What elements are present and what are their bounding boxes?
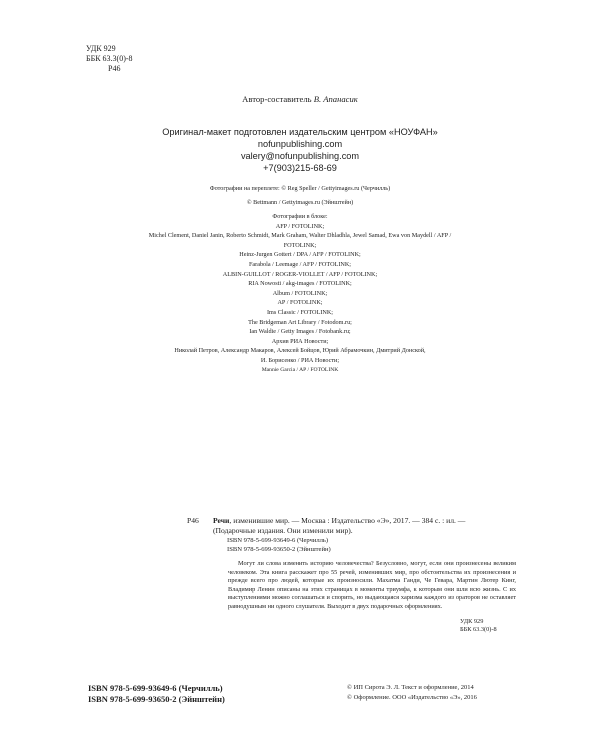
publisher-site: nofunpublishing.com [257,139,343,149]
footer-copyright [347,683,477,703]
credit-line: Ian Waldie / Getty Images / Fotobank.ru; [249,328,351,336]
catalog-series: (Подарочные издания. Они изменили мир). [213,526,353,535]
photo-credits-heading: Фотографии в блоке: [272,213,328,220]
catalog-entry [187,516,517,554]
publisher-phone: +7(903)215-68-69 [263,163,337,173]
credit-line: The Bridgeman Art Library / Fotodom.ru; [248,318,352,326]
credit-line: FOTOLINK; [283,241,317,249]
footer-copyright-1: © ИП Сирота Э. Л. Текст и оформление, 2014 [347,684,474,691]
footer-isbn [88,683,225,705]
footer-copyright-2: © Оформление. ООО «Издательство «Э», 2016 [347,694,477,701]
credit-line: И. Борисенко / РИА Новости; [260,356,340,364]
cover-photos [0,182,600,210]
credit-line: ALBIN-GUILLOT / ROGER-VIOLLET / AFP / FOTOLINK; [222,270,378,278]
publisher-email: valery@nofunpublishing.com [240,151,360,161]
photo-credits [0,212,600,375]
credit-line: Heinz-Jurgen Gottert / DPA / AFP / FOTOLINK; [239,251,361,259]
footer-isbn-1: ISBN 978-5-699-93649-6 (Черчилль) [88,683,223,693]
udk-code: УДК 929 [86,44,116,53]
credit-line: Mannie Garcia / AP / FOTOLINK [261,366,339,373]
catalog-title-rest: , изменившие мир. — Москва : Издательство «Э», 2017. — 384 с. : ил. — [229,516,466,525]
credit-line: Ims Classic / FOTOLINK; [266,308,334,316]
credit-line: RIA Nowosti / akg-images / FOTOLINK; [248,280,352,288]
author-name: В. Апанасик [313,94,358,104]
credit-line: Архив РИА Новости; [271,337,329,345]
credit-line: Farabola / Leemage / AFP / FOTOLINK; [248,260,352,268]
credit-line: Michel Clement, Daniel Janin, Roberto Schmidt, Mark Graham, Walter Dhladhla, Jewel Samad, Ewa von Maydell / AFP / [148,232,452,240]
udk-bottom-code: УДК 929 [460,618,484,625]
udk-bottom [458,618,497,635]
author-sign: Р46 [108,64,121,73]
author-line [0,94,600,104]
author-prefix: Автор-составитель [242,94,314,104]
bbk-code: ББК 63.3(0)-8 [86,54,133,63]
bbk-bottom-code: ББК 63.3(0)-8 [460,626,497,634]
publisher-block [0,126,600,174]
credit-line: AP / FOTOLINK; [277,299,323,307]
catalog-code: Р46 [187,516,199,525]
catalog-title: Речи [213,516,230,525]
credit-line: AFP / FOTOLINK; [275,222,325,230]
abstract-text: Могут ли слова изменить историю человечества? Безусловно, могут, если они произнесены великим человеком. Эта книга расскажет про 55 речей, изменивших мир, про обстоятельства их произнесения и прежде всего про людей, которые их произносили. Махатма Ганди, Че Гевара, Мартин Лютер Кинг, Владимир Ленин описаны на этих страницах в моменты триумфа, к которым они шли всю жизнь. С их выступлениями можно соглашаться и спорить, но выдающаяся харизма каждого из ораторов не оставляет равнодушным ни одного слушателя. Выходит в двух подарочных оформлениях. [228,560,516,610]
footer-isbn-2: ISBN 978-5-699-93650-2 (Эйнштейн) [88,694,225,704]
cover-photo-line-1: Фотографии на переплете: © Reg Speller / Gettyimages.ru (Черчилль) [209,185,391,192]
cover-photo-line-2: © Bettmann / Gettyimages.ru (Эйнштейн) [246,199,354,206]
credit-line: Album / FOTOLINK; [272,289,328,297]
catalog-isbn-1: ISBN 978-5-699-93649-6 (Черчилль) [227,537,329,544]
publisher-line: Оригинал-макет подготовлен издательским центром «НОУФАН» [162,127,438,137]
credit-line: Николай Петров, Александр Макаров, Алексей Бойцов, Юрий Абрамочкин, Дмитрий Донской, [174,347,426,355]
udk-block [86,44,133,74]
catalog-isbn-2: ISBN 978-5-699-93650-2 (Эйнштейн) [227,546,331,553]
catalog-title-line [187,516,517,526]
